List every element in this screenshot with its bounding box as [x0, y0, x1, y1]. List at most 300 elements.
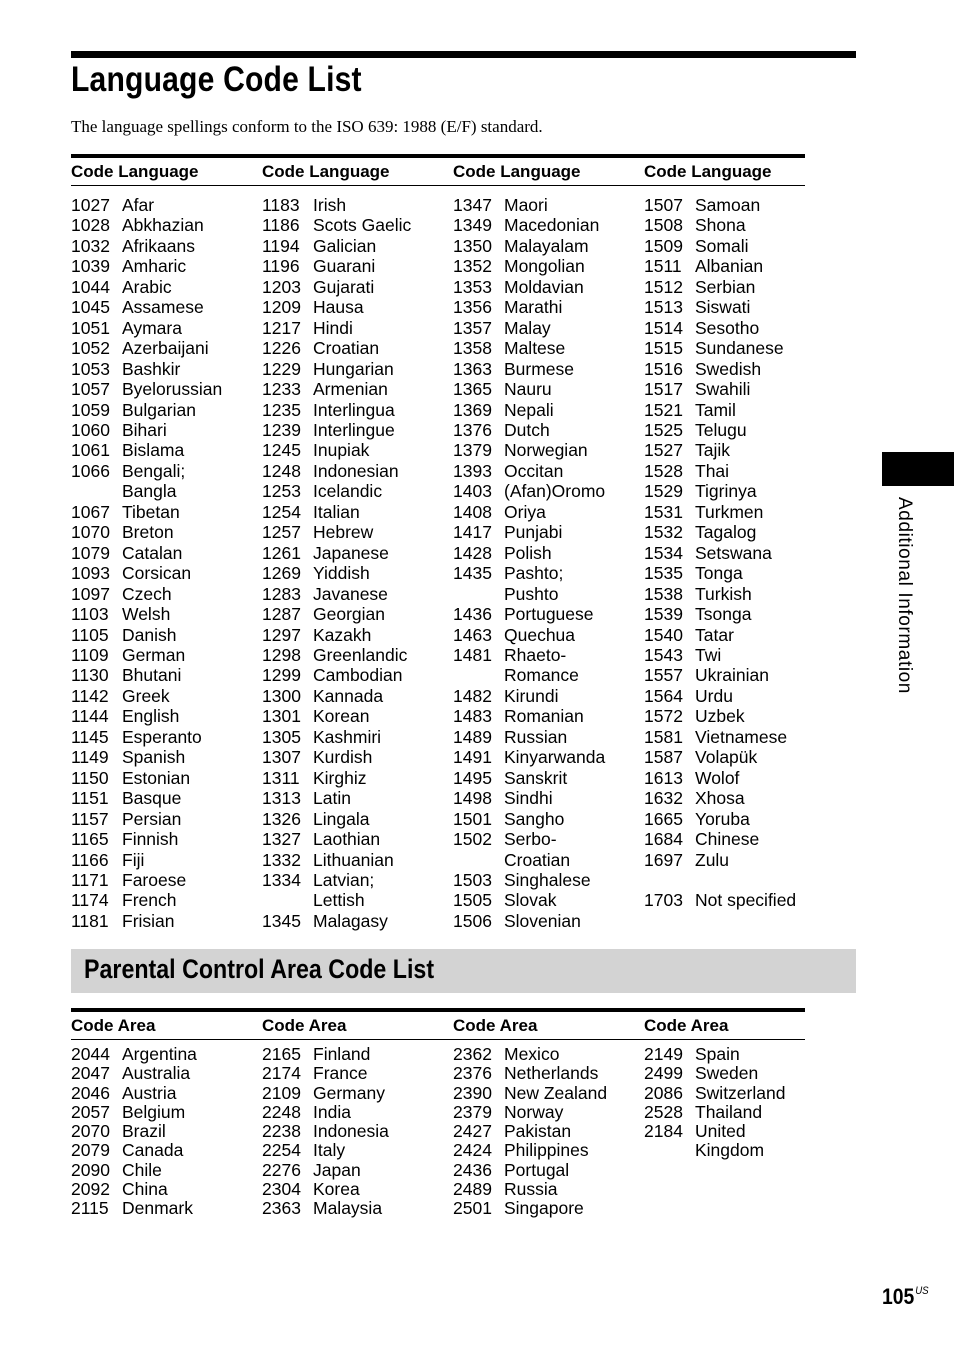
table-row	[71, 400, 262, 420]
code-cell: 2427	[453, 1121, 492, 1142]
table-row	[644, 440, 835, 460]
code-cell: 1053	[71, 358, 110, 379]
code-cell: 1512	[644, 276, 683, 297]
code-cell: 1196	[262, 256, 300, 277]
table-row	[644, 522, 835, 542]
table-row	[453, 297, 644, 317]
name-cell: Malagasy	[313, 910, 388, 931]
name-cell: Japanese	[313, 542, 389, 563]
table-row	[262, 604, 453, 624]
table-row	[453, 829, 644, 870]
name-cell: Serbian	[695, 276, 756, 297]
table-row	[453, 277, 644, 297]
name-cell: Malayalam	[504, 235, 589, 256]
table-row	[644, 1064, 835, 1083]
table-row	[262, 359, 453, 379]
code-cell: 1248	[262, 460, 301, 481]
table-row	[644, 400, 835, 420]
code-cell: 1498	[453, 788, 492, 809]
table-row	[644, 727, 835, 747]
name-cell: Danish	[122, 624, 177, 645]
code-cell: 2248	[262, 1101, 301, 1122]
name-cell: Finland	[313, 1044, 371, 1064]
name-cell: Netherlands	[504, 1063, 599, 1084]
table-row	[71, 1084, 262, 1103]
code-cell: 1535	[644, 563, 683, 584]
table-row	[644, 379, 835, 399]
name-cell: Cambodian	[313, 665, 403, 686]
code-cell: 1045	[71, 297, 110, 318]
name-cell: Philippines	[504, 1140, 589, 1161]
code-cell: 1514	[644, 317, 683, 338]
table-column	[644, 1045, 835, 1219]
name-cell: Wolof	[695, 767, 740, 788]
name-cell: Nauru	[504, 379, 552, 400]
name-cell: Hindi	[313, 317, 353, 338]
code-cell: 1564	[644, 685, 683, 706]
code-cell: 1353	[453, 276, 492, 297]
code-cell: 1697	[644, 849, 683, 870]
table-row	[644, 1084, 835, 1103]
table-row	[644, 256, 835, 276]
name-cell: Tatar	[695, 624, 734, 645]
code-cell: 1044	[71, 276, 110, 297]
code-cell: 1491	[453, 747, 492, 768]
table-row	[644, 1045, 835, 1064]
top-rule	[71, 51, 856, 58]
name-cell: Pakistan	[504, 1121, 572, 1142]
table-row	[644, 788, 835, 808]
code-cell: 1358	[453, 338, 492, 359]
table-row	[71, 1122, 262, 1141]
name-cell: Latvian; Lettish	[313, 869, 375, 911]
code-cell: 1356	[453, 297, 492, 318]
table-row	[262, 522, 453, 542]
code-cell: 2254	[262, 1140, 301, 1161]
code-cell: 1506	[453, 910, 492, 931]
table-row	[453, 747, 644, 767]
code-cell: 1489	[453, 726, 492, 747]
name-cell: Chinese	[695, 829, 760, 850]
name-cell: Spanish	[122, 747, 186, 768]
table-row	[262, 727, 453, 747]
name-cell: Welsh	[122, 604, 171, 625]
code-cell: 1052	[71, 338, 110, 359]
name-cell: Canada	[122, 1140, 184, 1161]
code-cell: 1511	[644, 256, 682, 277]
code-cell: 1417	[453, 522, 492, 543]
code-cell: 1203	[262, 276, 301, 297]
code-cell: 2436	[453, 1159, 492, 1180]
name-cell: Lingala	[313, 808, 370, 829]
name-cell: Serbo- Croatian	[504, 829, 571, 870]
code-cell: 1345	[262, 910, 301, 931]
table-row	[453, 420, 644, 440]
table-row	[71, 890, 262, 910]
code-cell: 1376	[453, 419, 492, 440]
code-cell: 1503	[453, 869, 492, 890]
table-row	[262, 563, 453, 583]
name-cell: Dutch	[504, 419, 550, 440]
table-row	[262, 686, 453, 706]
code-cell: 2362	[453, 1044, 492, 1064]
name-cell: Interlingue	[313, 419, 395, 440]
table-row	[453, 706, 644, 726]
name-cell: Pashto; Pushto	[504, 563, 564, 604]
table-row	[262, 645, 453, 665]
name-cell: Marathi	[504, 297, 563, 318]
name-cell: Turkish	[695, 583, 752, 604]
table-row	[262, 1122, 453, 1141]
table-column	[453, 195, 644, 931]
table-row	[453, 890, 644, 910]
table-row	[262, 236, 453, 256]
name-cell: Greek	[122, 685, 170, 706]
name-cell: Maori	[504, 195, 548, 215]
table-row	[262, 379, 453, 399]
name-cell: Tibetan	[122, 501, 180, 522]
code-cell: 2086	[644, 1082, 683, 1103]
page-number-value: 105	[882, 1284, 915, 1309]
name-cell: Javanese	[313, 583, 388, 604]
table-row	[453, 604, 644, 624]
name-cell: Portuguese	[504, 604, 594, 625]
column-header: Code Language	[71, 162, 199, 181]
table-row	[71, 215, 262, 235]
table-row	[71, 502, 262, 522]
code-cell: 1572	[644, 706, 683, 727]
table-row	[453, 1064, 644, 1083]
table-row	[453, 727, 644, 747]
name-cell: Russia	[504, 1179, 558, 1200]
table-row	[262, 297, 453, 317]
name-cell: Punjabi	[504, 522, 563, 543]
name-cell: Bihari	[122, 419, 167, 440]
table-row	[262, 461, 453, 481]
name-cell: Korea	[313, 1179, 360, 1200]
table-row	[71, 788, 262, 808]
code-cell: 1305	[262, 726, 301, 747]
page-title: Language Code List	[71, 60, 362, 99]
name-cell: Afrikaans	[122, 235, 195, 256]
name-cell: Tigrinya	[695, 481, 757, 502]
name-cell: Tagalog	[695, 522, 757, 543]
parental-section-band	[71, 949, 856, 993]
code-cell: 1428	[453, 542, 492, 563]
code-cell: 1311	[262, 767, 300, 788]
table-row	[71, 543, 262, 563]
code-cell: 1665	[644, 808, 683, 829]
column-header: Code Language	[262, 162, 390, 181]
table-row	[71, 1161, 262, 1180]
name-cell: Croatian	[313, 338, 380, 359]
table-row	[262, 1103, 453, 1122]
table-row	[453, 215, 644, 235]
page-region-suffix: US	[915, 1285, 929, 1297]
table-row	[453, 768, 644, 788]
area-rows	[71, 1040, 805, 1219]
name-cell: Austria	[122, 1082, 177, 1103]
name-cell: Swahili	[695, 379, 751, 400]
name-cell: Galician	[313, 235, 377, 256]
table-row	[262, 911, 453, 931]
code-cell: 1517	[644, 379, 683, 400]
name-cell: Sundanese	[695, 338, 784, 359]
name-cell: Germany	[313, 1082, 385, 1103]
name-cell: Oriya	[504, 501, 546, 522]
table-row	[71, 809, 262, 829]
section-tab-marker	[882, 452, 954, 486]
code-cell: 1529	[644, 481, 683, 502]
table-column	[262, 195, 453, 931]
table-row	[71, 318, 262, 338]
code-cell: 1505	[453, 890, 492, 911]
name-cell: Bengali; Bangla	[122, 460, 186, 502]
table-row	[71, 850, 262, 870]
name-cell: Irish	[313, 195, 347, 215]
code-cell: 1534	[644, 542, 683, 563]
table-row	[644, 318, 835, 338]
code-cell: 1226	[262, 338, 301, 359]
table-row	[71, 665, 262, 685]
table-column	[262, 1045, 453, 1219]
code-cell: 2489	[453, 1179, 492, 1200]
table-row	[453, 788, 644, 808]
table-row	[71, 1103, 262, 1122]
table-row	[262, 665, 453, 685]
name-cell: Icelandic	[313, 481, 383, 502]
code-cell: 1067	[71, 501, 110, 522]
code-cell: 1365	[453, 379, 492, 400]
table-row	[644, 481, 835, 501]
name-cell: Siswati	[695, 297, 751, 318]
table-row	[71, 686, 262, 706]
section-title: Parental Control Area Code List	[84, 954, 435, 984]
code-cell: 1066	[71, 460, 110, 481]
table-row	[453, 1045, 644, 1064]
code-cell: 1513	[644, 297, 683, 318]
code-cell: 1217	[262, 317, 301, 338]
table-row	[262, 870, 453, 911]
code-cell: 1435	[453, 563, 492, 584]
name-cell: Guarani	[313, 256, 376, 277]
code-cell: 2079	[71, 1140, 110, 1161]
name-cell: Occitan	[504, 460, 564, 481]
language-code-table	[71, 154, 805, 931]
name-cell: Finnish	[122, 829, 179, 850]
name-cell: Italy	[313, 1140, 346, 1161]
code-cell: 1144	[71, 706, 109, 727]
name-cell: Maltese	[504, 338, 566, 359]
table-header-row	[71, 158, 805, 185]
table-row	[644, 686, 835, 706]
code-cell: 1130	[71, 665, 109, 686]
name-cell: Georgian	[313, 604, 385, 625]
table-row	[453, 522, 644, 542]
name-cell: Afar	[122, 195, 155, 215]
name-cell: Tamil	[695, 399, 736, 420]
table-row	[71, 768, 262, 788]
code-cell: 1326	[262, 808, 301, 829]
code-cell: 2044	[71, 1044, 110, 1064]
name-cell: Catalan	[122, 542, 183, 563]
name-cell: New Zealand	[504, 1082, 608, 1103]
code-cell: 1408	[453, 501, 492, 522]
table-row	[71, 420, 262, 440]
table-row	[71, 645, 262, 665]
column-header: Code Area	[262, 1016, 347, 1035]
table-row	[71, 1199, 262, 1218]
table-row	[644, 461, 835, 481]
code-cell: 1531	[644, 501, 683, 522]
table-row	[644, 665, 835, 685]
code-cell: 2379	[453, 1101, 492, 1122]
code-cell	[644, 870, 695, 890]
table-row	[644, 850, 835, 870]
name-cell: French	[122, 890, 177, 911]
code-cell: 1403	[453, 481, 492, 502]
code-cell: 1186	[262, 215, 300, 236]
code-cell: 1528	[644, 460, 683, 481]
code-cell: 2238	[262, 1121, 301, 1142]
table-row	[262, 256, 453, 276]
name-cell: Samoan	[695, 195, 761, 215]
code-cell: 1297	[262, 624, 301, 645]
code-cell: 1194	[262, 235, 300, 256]
code-cell: 1261	[262, 542, 301, 563]
code-cell: 1051	[71, 317, 110, 338]
name-cell: Shona	[695, 215, 746, 236]
name-cell: Laothian	[313, 829, 381, 850]
code-cell: 1287	[262, 604, 301, 625]
code-cell: 1283	[262, 583, 301, 604]
intro-text: The language spellings conform to the ISO 639: 1988 (E/F) standard.	[71, 117, 543, 136]
table-row	[644, 604, 835, 624]
table-row	[71, 461, 262, 502]
name-cell: Polish	[504, 542, 552, 563]
code-cell: 1028	[71, 215, 110, 236]
code-cell: 1109	[71, 644, 109, 665]
code-cell: 1613	[644, 767, 683, 788]
name-cell: France	[313, 1063, 368, 1084]
code-cell: 1183	[262, 195, 300, 215]
name-cell: Yoruba	[695, 808, 750, 829]
table-row	[644, 543, 835, 563]
name-cell: Quechua	[504, 624, 576, 645]
table-row	[453, 1103, 644, 1122]
code-cell: 1379	[453, 440, 492, 461]
name-cell: Kinyarwanda	[504, 747, 606, 768]
table-row	[262, 625, 453, 645]
table-row	[453, 1161, 644, 1180]
name-cell: Argentina	[122, 1044, 197, 1064]
side-section-label: Additional Information	[894, 497, 915, 694]
table-row	[644, 502, 835, 522]
table-row	[262, 747, 453, 767]
code-cell: 1061	[71, 440, 110, 461]
table-row	[644, 809, 835, 829]
code-cell: 1481	[453, 644, 492, 665]
code-cell: 1093	[71, 563, 110, 584]
name-cell: Malay	[504, 317, 551, 338]
table-row	[644, 215, 835, 235]
code-cell: 1349	[453, 215, 492, 236]
table-row	[71, 297, 262, 317]
name-cell: Lithuanian	[313, 849, 394, 870]
table-row	[453, 318, 644, 338]
code-cell: 1501	[453, 808, 492, 829]
code-cell: 1495	[453, 767, 492, 788]
table-row	[262, 277, 453, 297]
code-cell: 1181	[71, 910, 109, 931]
name-cell: Urdu	[695, 685, 733, 706]
table-row	[262, 338, 453, 358]
name-cell: Kashmiri	[313, 726, 382, 747]
code-cell: 1327	[262, 829, 301, 850]
table-row	[71, 236, 262, 256]
name-cell: Breton	[122, 522, 174, 543]
table-row	[453, 1141, 644, 1160]
code-cell: 1149	[71, 747, 109, 768]
code-cell: 1502	[453, 829, 492, 850]
table-row	[644, 829, 835, 849]
code-cell: 2092	[71, 1179, 110, 1200]
code-cell: 1257	[262, 522, 301, 543]
code-cell: 1538	[644, 583, 683, 604]
code-cell: 2390	[453, 1082, 492, 1103]
table-row	[453, 563, 644, 604]
table-row	[262, 1199, 453, 1218]
name-cell: Telugu	[695, 419, 747, 440]
table-row	[71, 379, 262, 399]
page-number	[882, 1284, 929, 1310]
table-row	[453, 1199, 644, 1218]
table-row	[71, 829, 262, 849]
name-cell: Rhaeto- Romance	[504, 644, 579, 686]
code-cell: 1369	[453, 399, 492, 420]
table-row	[262, 543, 453, 563]
table-row	[453, 1180, 644, 1199]
code-cell: 2363	[262, 1198, 301, 1219]
code-cell: 1632	[644, 788, 683, 809]
name-cell: Norway	[504, 1101, 564, 1122]
name-cell: Interlingua	[313, 399, 395, 420]
table-row	[453, 1084, 644, 1103]
table-row	[71, 1180, 262, 1199]
code-cell: 1039	[71, 256, 110, 277]
code-cell: 1543	[644, 644, 683, 665]
table-row	[644, 236, 835, 256]
name-cell: Hebrew	[313, 522, 374, 543]
table-row	[644, 706, 835, 726]
code-cell: 2109	[262, 1082, 301, 1103]
name-cell: German	[122, 644, 186, 665]
name-cell: Somali	[695, 235, 749, 256]
code-cell: 2424	[453, 1140, 492, 1161]
name-cell: Frisian	[122, 910, 175, 931]
table-row	[262, 706, 453, 726]
table-row	[71, 1045, 262, 1064]
name-cell: Indonesia	[313, 1121, 389, 1142]
code-cell: 1587	[644, 747, 683, 768]
table-row	[644, 870, 835, 890]
table-row	[644, 747, 835, 767]
table-row	[644, 563, 835, 583]
name-cell: Thai	[695, 460, 730, 481]
table-row	[71, 563, 262, 583]
table-row	[453, 359, 644, 379]
code-cell: 2304	[262, 1179, 301, 1200]
